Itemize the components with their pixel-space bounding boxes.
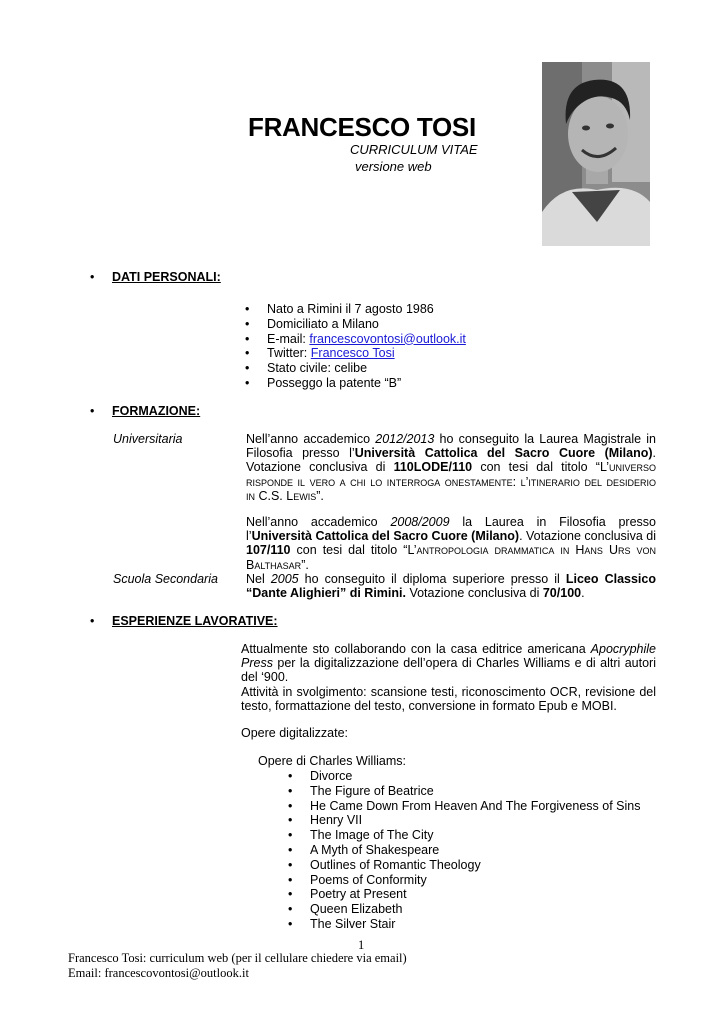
hs-grade: 70/100 [542,586,582,601]
list-item [288,858,640,873]
work-title: The Silver Stair [310,916,396,931]
bullet-icon: • [245,331,250,346]
bullet-icon: • [288,887,293,902]
text: la Laurea in Filosofia presso l’ [246,515,657,544]
list-item [245,361,466,376]
bullet-icon: • [288,769,293,783]
text: Attualmente sto collaborando con la casa editrice americana [241,642,591,656]
text: Nell’anno accademico [246,432,376,446]
bachelor-school: Università Cattolica del Sacro Cuore (Milano) [251,529,520,544]
bullet-icon: • [245,361,250,376]
high-school-paragraph [246,572,656,600]
text: ”. [316,488,324,503]
list-item [245,332,466,347]
master-school: Università Cattolica del Sacro Cuore (Milano) [354,446,653,461]
work-title: Outlines of Romantic Theology [310,857,481,872]
twitter-label: Twitter: [267,346,311,361]
text: con tesi dal titolo “ [290,543,408,558]
text: Nell’anno accademico [246,515,391,529]
text: Nel [246,572,271,586]
bullet-icon: • [288,828,293,843]
portrait-photo [542,62,650,246]
work-title: The Figure of Beatrice [310,783,434,798]
work-paragraph-1 [241,642,656,685]
bullet-icon: • [90,404,95,418]
section-personal-heading [92,270,221,284]
personal-info-list [245,302,466,391]
bullet-icon: • [288,872,293,887]
work-title: Poems of Conformity [310,872,427,887]
text: . Votazione conclusiva di [519,529,656,544]
bullet-icon: • [90,614,95,628]
bullet-icon: • [245,346,250,361]
section-education-heading [92,404,200,418]
bullet-icon: • [288,783,293,798]
bachelor-grade: 107/110 [246,543,291,558]
footer-line-1: Francesco Tosi: curriculum web (per il cellulare chiedere via email) [68,951,407,965]
work-title: Queen Elizabeth [310,902,403,917]
work-title: A Myth of Shakespeare [310,842,440,857]
list-item [288,902,640,917]
work-title: Henry VII [310,813,363,828]
section-work-label: ESPERIENZE LAVORATIVE: [112,614,278,628]
text: ”. [301,557,309,572]
bullet-icon: • [288,798,293,813]
list-item [288,813,640,828]
bullet-icon: • [288,902,293,917]
university-label: Universitaria [113,432,183,446]
bullet-icon: • [245,302,250,316]
section-education-label: FORMAZIONE: [112,404,201,418]
digitized-works-heading: Opere digitalizzate: [241,726,349,740]
work-title: The Image of The City [310,828,434,843]
work-title: He Came Down From Heaven And The Forgiveness of Sins [310,798,641,813]
text: con tesi dal titolo “ [472,460,600,475]
bullet-icon: • [288,916,293,931]
secondary-school-label: Scuola Secondaria [113,572,218,586]
list-item [245,346,466,361]
bachelor-degree-paragraph [246,515,656,572]
bachelor-thesis-title: L’antropologia drammatica in Hans Urs von Balthasar [246,543,656,572]
master-grade: 110LODE/110 [393,460,473,475]
list-item [288,843,640,858]
master-thesis-title: L’universo risponde il vero a chi lo interroga onestamente: l’itinerario del desiderio in C.S. Lewis [246,460,657,503]
list-item [245,317,466,332]
bullet-icon: • [245,316,250,331]
list-item [288,887,640,902]
license-text: Posseggo la patente “B” [267,375,402,390]
list-item [245,376,466,391]
email-label: E-mail: [267,331,310,346]
text: . [581,586,585,601]
born-text: Nato a Rimini il 7 agosto 1986 [267,302,434,316]
page-number: 1 [358,938,365,952]
cv-version: versione web [355,159,432,174]
work-title: Divorce [310,769,353,783]
section-personal-label: DATI PERSONALI: [112,270,221,284]
bullet-icon: • [288,857,293,872]
text: Votazione conclusiva di [405,586,543,601]
bullet-icon: • [288,842,293,857]
master-year: 2012/2013 [375,432,435,446]
domicile-text: Domiciliato a Milano [267,316,379,331]
list-item [288,784,640,799]
bullet-icon: • [245,375,250,390]
work-paragraph-2: Attività in svolgimento: scansione testi, riconoscimento OCR, revisione del testo, formattazione del testo, conversione in formato Epub e MOBI. [241,685,656,714]
bachelor-year: 2008/2009 [390,515,450,529]
text: ho conseguito il diploma superiore presso il [298,572,566,586]
twitter-link[interactable]: Francesco Tosi [310,346,395,361]
text: per la digitalizzazione dell’opera di Charles Williams e di altri autori del ‘900. [241,656,656,685]
publisher-name: Apocryphile Press [241,642,656,671]
cv-subtitle: CURRICULUM VITAE [350,142,478,157]
list-item [245,302,466,317]
master-degree-paragraph [246,432,656,503]
footer-line-2: Email: francescovontosi@outlook.it [68,966,249,980]
list-item [288,799,640,814]
bullet-icon: • [288,813,293,828]
cv-name: FRANCESCO TOSI [248,112,476,142]
list-item [288,828,640,843]
page-footer [68,951,407,981]
list-item [288,769,640,784]
civil-status-text: Stato civile: celibe [267,361,368,376]
text: . Votazione conclusiva di [246,446,656,475]
williams-works-heading: Opere di Charles Williams: [258,754,406,768]
williams-works-list [288,769,640,932]
portrait-photo-icon [542,62,650,246]
list-item [288,917,640,932]
email-link[interactable]: francescovontosi@outlook.it [309,331,466,346]
bullet-icon: • [90,270,95,284]
text: ho conseguito la Laurea Magistrale in Filosofia presso l’ [246,432,657,461]
list-item [288,873,640,888]
section-work-heading [92,614,278,628]
hs-year: 2005 [270,572,299,586]
hs-school: Liceo Classico “Dante Alighieri” di Rimini. [246,572,656,601]
work-title: Poetry at Present [310,887,407,902]
